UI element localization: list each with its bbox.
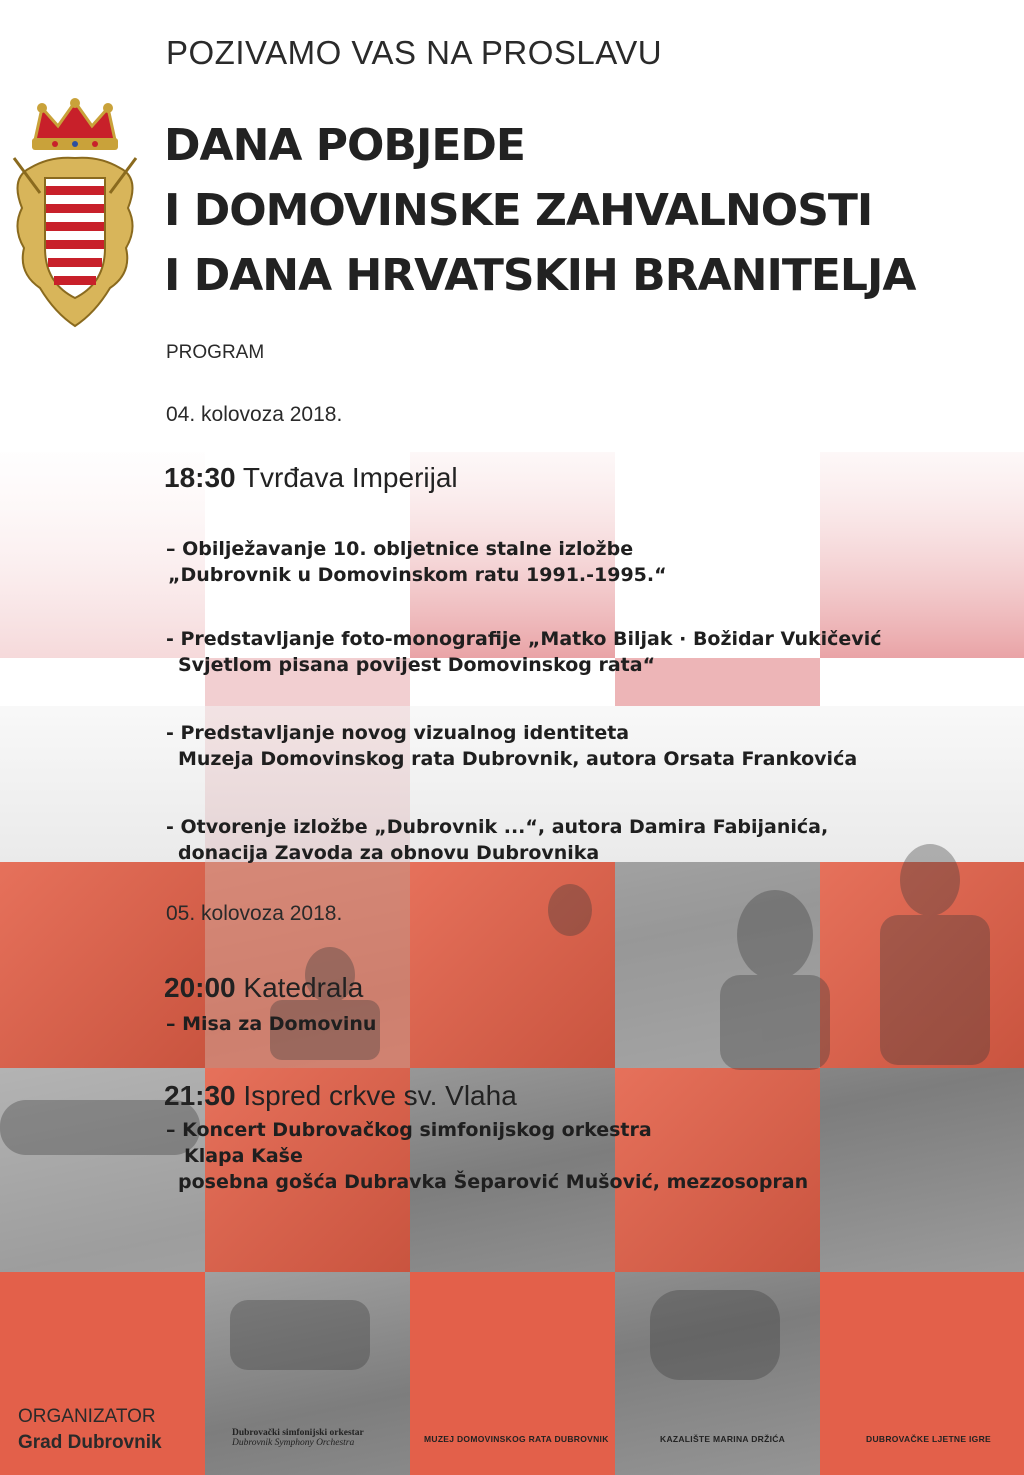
organizer-label: ORGANIZATOR	[18, 1406, 156, 1427]
museum-logo: MUZEJ DOMOVINSKOG RATA DUBROVNIK	[424, 1434, 609, 1444]
day1-item-3	[166, 720, 857, 772]
day2-event-2-item-3: posebna gošća Dubravka Šeparović Mušović, mezzosopran	[178, 1171, 809, 1193]
day2-event-1	[164, 972, 363, 1004]
festival-logo: DUBROVAČKE LJETNE IGRE	[866, 1434, 991, 1444]
invitation-heading: POZIVAMO VAS NA PROSLAVU	[166, 34, 663, 71]
title-line-2: I DOMOVINSKE ZAHVALNOSTI	[164, 185, 873, 236]
day1-event-place: Tvrđava Imperijal	[242, 462, 458, 493]
day2-event-1-time: 20:00	[164, 972, 236, 1003]
day1-event-time: 18:30	[164, 462, 236, 493]
orchestra-name-english: Dubrovnik Symphony Orchestra	[232, 1438, 355, 1448]
day2-event-1-item: – Misa za Domovinu	[166, 1013, 377, 1035]
day1-item-4-line-1: - Otvorenje izložbe „Dubrovnik ...“, autora Damira Fabijanića,	[166, 816, 829, 838]
orchestra-name: Dubrovački simfonijski orkestar	[232, 1428, 364, 1438]
day2-event-2-item-1: – Koncert Dubrovačkog simfonijskog orkestra	[166, 1119, 652, 1141]
day1-date: 04. kolovoza 2018.	[166, 403, 343, 426]
day1-item-3-line-1: - Predstavljanje novog vizualnog identiteta	[166, 722, 630, 744]
day1-event	[164, 462, 458, 494]
day2-event-1-place: Katedrala	[243, 972, 364, 1003]
day1-item-1	[166, 536, 667, 588]
day1-item-2-line-2: Svjetlom pisana povijest Domovinskog rata“	[178, 654, 656, 676]
day2-event-2-place: Ispred crkve sv. Vlaha	[243, 1080, 517, 1111]
dubrovnik-coat-of-arms-icon	[10, 98, 140, 328]
day1-item-2	[166, 626, 881, 678]
title-line-3: I DANA HRVATSKIH BRANITELJA	[164, 250, 916, 301]
day1-item-2-line-1: - Predstavljanje foto-monografije „Matko Biljak · Božidar Vukičević	[166, 628, 882, 650]
title-line-1: DANA POBJEDE	[164, 120, 525, 171]
day2-date: 05. kolovoza 2018.	[166, 902, 343, 925]
day2-event-2	[164, 1080, 517, 1112]
day2-event-2-time: 21:30	[164, 1080, 236, 1111]
day1-item-4-line-2: donacija Zavoda za obnovu Dubrovnika	[178, 842, 600, 864]
day1-item-1-line-1: – Obilježavanje 10. obljetnice stalne izložbe	[166, 538, 634, 560]
program-label: PROGRAM	[166, 342, 265, 363]
day1-item-1-line-2: „Dubrovnik u Domovinskom ratu 1991.-1995.“	[168, 564, 667, 586]
orchestra-logo	[232, 1428, 364, 1448]
day1-item-4	[166, 814, 828, 866]
day2-event-2-item-2: Klapa Kaše	[184, 1145, 303, 1167]
day1-item-3-line-2: Muzeja Domovinskog rata Dubrovnik, autora Orsata Frankovića	[178, 748, 858, 770]
organizer-name: Grad Dubrovnik	[18, 1432, 162, 1453]
theatre-logo: KAZALIŠTE MARINA DRŽIĆA	[660, 1434, 786, 1444]
day2-event-2-items	[166, 1117, 808, 1195]
